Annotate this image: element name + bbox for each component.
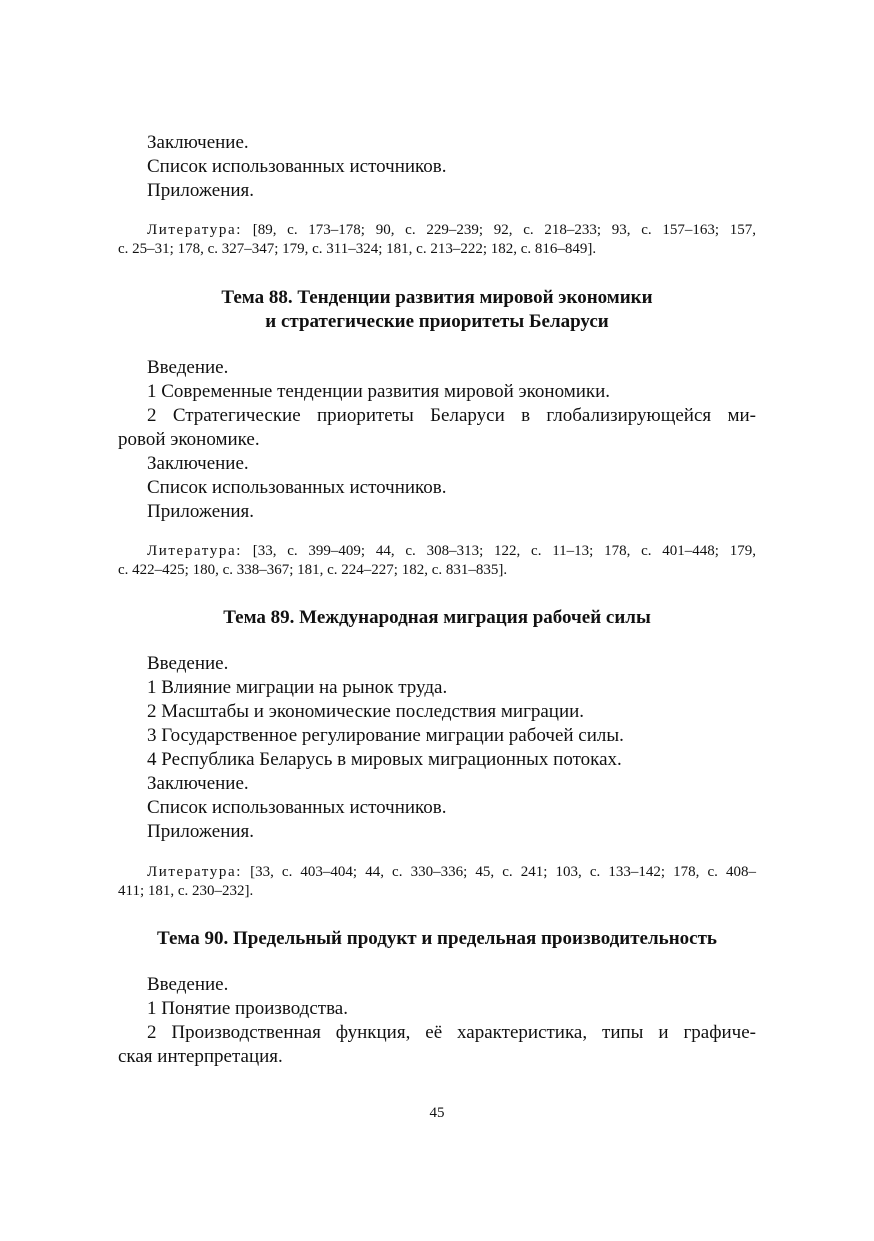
item-2: 2 Производственная функция, её характеристика, типы и графиче- <box>147 1022 756 1043</box>
page-number: 45 <box>429 1105 445 1121</box>
literature-label: Литература: <box>147 543 242 559</box>
item-sources: Список использованных источников. <box>147 477 447 498</box>
topic-88-title-line1: Тема 88. Тенденции развития мировой экономики <box>221 287 653 308</box>
literature-label: Литература: <box>147 864 242 880</box>
literature-refs: [89, с. 173–178; 90, с. 229–239; 92, с. 218–233; 93, с. 157–163; 157, <box>241 222 756 238</box>
item-appendices: Приложения. <box>147 821 255 842</box>
item-introduction: Введение. <box>147 974 229 995</box>
literature-label: Литература: <box>147 222 242 238</box>
topic-88-title <box>118 286 756 334</box>
literature-block <box>118 863 756 901</box>
item-4: 4 Республика Беларусь в мировых миграционных потоках. <box>147 749 622 770</box>
item-1: 1 Понятие производства. <box>147 998 348 1019</box>
item-3: 3 Государственное регулирование миграции рабочей силы. <box>147 725 624 746</box>
item-sources: Список использованных источников. <box>147 797 447 818</box>
literature-refs: [33, с. 403–404; 44, с. 330–336; 45, с. 241; 103, с. 133–142; 178, с. 408– <box>241 864 756 880</box>
topic-90-title: Тема 90. Предельный продукт и предельная производительность <box>157 928 717 949</box>
topic-89-title: Тема 89. Международная миграция рабочей силы <box>223 607 651 628</box>
literature-refs-cont: 411; 181, с. 230–232]. <box>118 883 254 899</box>
item-appendices: Приложения. <box>147 501 255 522</box>
item-2-cont: ровой экономике. <box>118 429 260 450</box>
item-introduction: Введение. <box>147 653 229 674</box>
topic-88-title-line2: и стратегические приоритеты Беларуси <box>265 311 609 332</box>
literature-block <box>118 542 756 580</box>
item-introduction: Введение. <box>147 357 229 378</box>
item-2-cont: ская интерпретация. <box>118 1046 283 1067</box>
item-2: 2 Стратегические приоритеты Беларуси в глобализирующейся ми- <box>147 405 756 426</box>
item-1: 1 Современные тенденции развития мировой экономики. <box>147 381 611 402</box>
item-conclusion: Заключение. <box>147 132 249 153</box>
item-conclusion: Заключение. <box>147 453 249 474</box>
literature-refs: [33, с. 399–409; 44, с. 308–313; 122, с. 11–13; 178, с. 401–448; 179, <box>241 543 756 559</box>
literature-block <box>118 221 756 259</box>
item-conclusion: Заключение. <box>147 773 249 794</box>
item-2: 2 Масштабы и экономические последствия миграции. <box>147 701 585 722</box>
literature-refs-cont: с. 25–31; 178, с. 327–347; 179, с. 311–324; 181, с. 213–222; 182, с. 816–849]. <box>118 241 597 257</box>
item-1: 1 Влияние миграции на рынок труда. <box>147 677 448 698</box>
item-sources: Список использованных источников. <box>147 156 447 177</box>
literature-refs-cont: с. 422–425; 180, с. 338–367; 181, с. 224–227; 182, с. 831–835]. <box>118 562 508 578</box>
item-appendices: Приложения. <box>147 180 255 201</box>
